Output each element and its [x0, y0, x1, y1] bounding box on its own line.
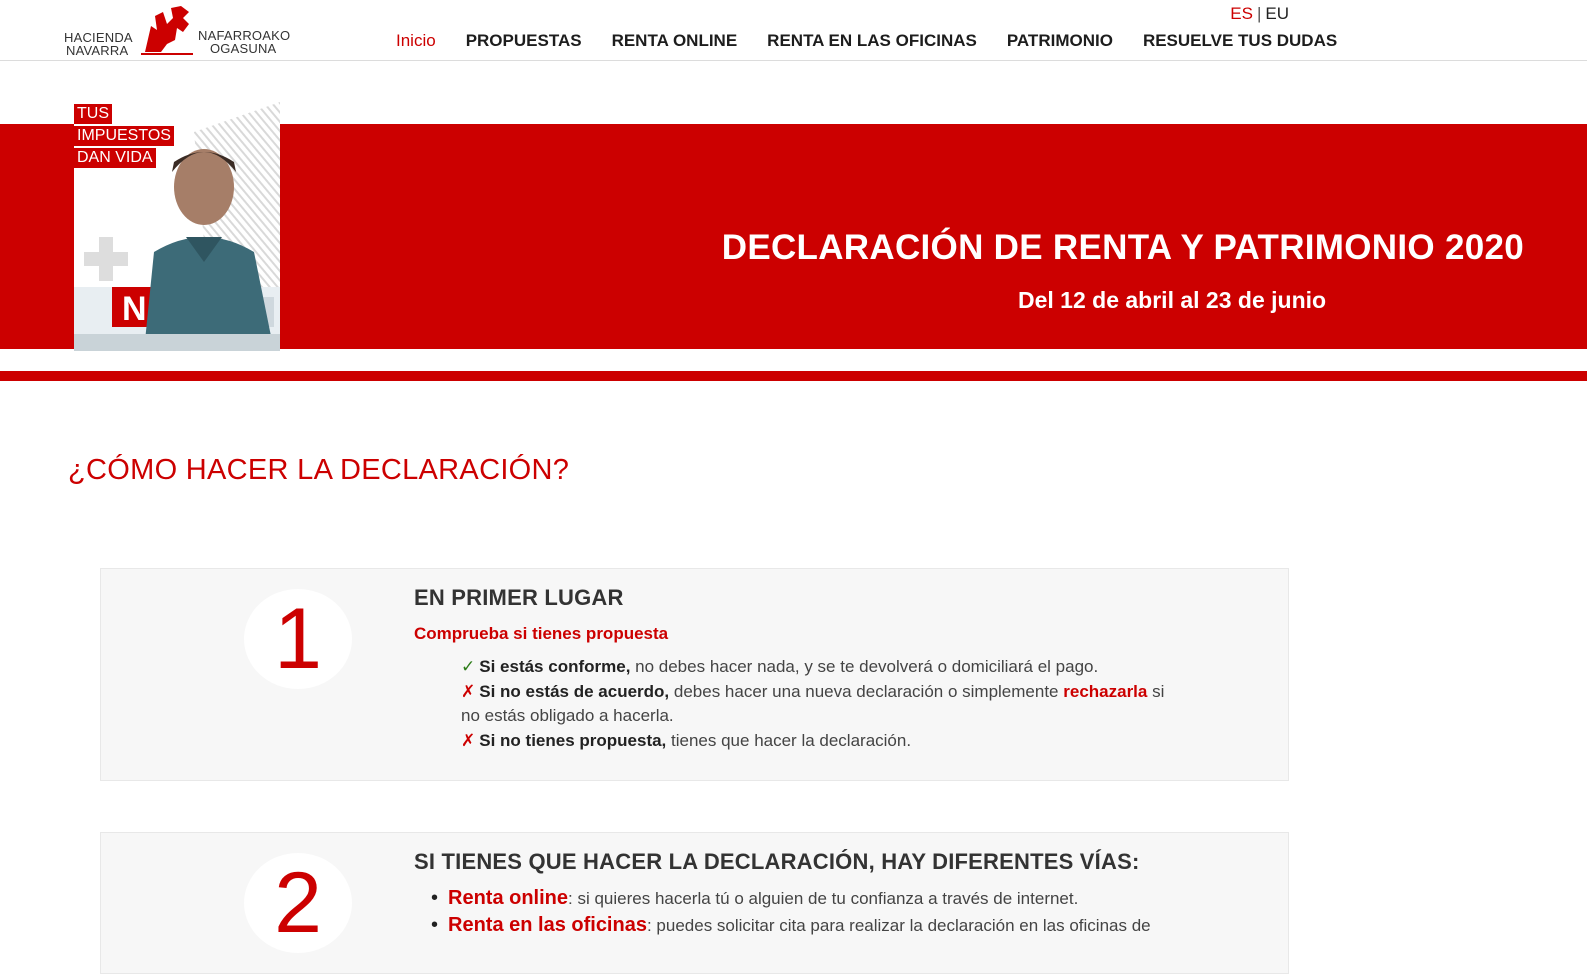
- check-row-bold: Si estás conforme,: [479, 657, 631, 676]
- way-text: : si quieres hacerla tú o alguien de tu confianza a través de internet.: [568, 889, 1079, 908]
- step-1-number: 1: [274, 591, 322, 687]
- way-renta-oficinas: [431, 912, 1211, 939]
- poster-line-3: DAN VIDA: [74, 148, 156, 168]
- nav-patrimonio[interactable]: PATRIMONIO: [1006, 31, 1113, 50]
- ways-list: [431, 885, 1211, 939]
- check-row-conforme: [461, 655, 1181, 680]
- section-title: ¿CÓMO HACER LA DECLARACIÓN?: [68, 454, 570, 486]
- way-text: : puedes solicitar cita para realizar la declaración en las oficinas de: [646, 916, 1151, 935]
- language-eu-link[interactable]: EU: [1265, 4, 1289, 23]
- nav-resuelve-dudas[interactable]: RESUELVE TUS DUDAS: [1142, 31, 1338, 50]
- nav-inicio[interactable]: Inicio: [396, 31, 436, 50]
- campaign-poster: [74, 102, 280, 351]
- cross-icon: ✗: [461, 730, 476, 750]
- cross-icon: ✗: [461, 681, 476, 701]
- nav-propuestas[interactable]: PROPUESTAS: [465, 31, 582, 50]
- banner-subtitle: Del 12 de abril al 23 de junio: [1018, 287, 1327, 313]
- check-row-text: debes hacer una nueva declaración o simplemente: [669, 681, 1064, 701]
- step-2-badge: [244, 853, 352, 953]
- check-row-tail: si no estás obligado a hacerla.: [461, 681, 1165, 725]
- check-row-no-acuerdo: [461, 680, 1181, 729]
- logo-emblem-icon: [137, 4, 197, 56]
- check-row-bold: Si no estás de acuerdo,: [479, 681, 670, 701]
- hacienda-navarra-logo[interactable]: [62, 4, 292, 58]
- nav-renta-online[interactable]: RENTA ONLINE: [611, 31, 738, 50]
- svg-text:N: N: [122, 290, 147, 328]
- poster-line-2: IMPUESTOS: [74, 126, 174, 146]
- main-nav: [396, 31, 1367, 51]
- poster-line-1: TUS: [74, 104, 112, 124]
- nav-renta-oficinas[interactable]: RENTA EN LAS OFICINAS: [767, 31, 977, 50]
- renta-online-link[interactable]: Renta online: [448, 887, 569, 909]
- step-2-number: 2: [274, 855, 322, 951]
- logo-text-navarra: NAVARRA: [66, 43, 129, 58]
- rechazarla-link[interactable]: rechazarla: [1063, 681, 1148, 701]
- logo-text-nafarroako: NAFARROAKO: [198, 28, 291, 43]
- logo-text-ogasuna: OGASUNA: [210, 41, 277, 56]
- step-2-card: [100, 832, 1289, 974]
- step-1-subheading: Comprueba si tienes propuesta: [414, 624, 669, 643]
- step-1-card: [100, 568, 1289, 781]
- language-switcher: [1230, 4, 1289, 24]
- step-2-heading: SI TIENES QUE HACER LA DECLARACIÓN, HAY DIFERENTES VÍAS:: [414, 849, 1140, 874]
- banner-title: DECLARACIÓN DE RENTA Y PATRIMONIO 2020: [721, 228, 1524, 267]
- logo-text-hacienda: HACIENDA: [64, 30, 133, 45]
- check-row-sin-propuesta: [461, 729, 1181, 754]
- check-row-bold: Si no tienes propuesta,: [479, 730, 667, 750]
- language-separator: |: [1256, 4, 1262, 23]
- banner-divider: [0, 371, 1587, 381]
- renta-oficinas-link[interactable]: Renta en las oficinas: [448, 914, 647, 936]
- way-renta-online: [431, 885, 1211, 912]
- check-row-text: tienes que hacer la declaración.: [666, 730, 912, 750]
- step-1-checklist: [461, 655, 1181, 753]
- check-row-text: no debes hacer nada, y se te devolverá o domiciliará el pago.: [630, 657, 1099, 676]
- site-header: [0, 0, 1587, 61]
- step-1-heading: EN PRIMER LUGAR: [414, 585, 624, 610]
- step-1-badge: [244, 589, 352, 689]
- language-es-link[interactable]: ES: [1230, 4, 1253, 23]
- checkmark-icon: ✓: [461, 657, 476, 676]
